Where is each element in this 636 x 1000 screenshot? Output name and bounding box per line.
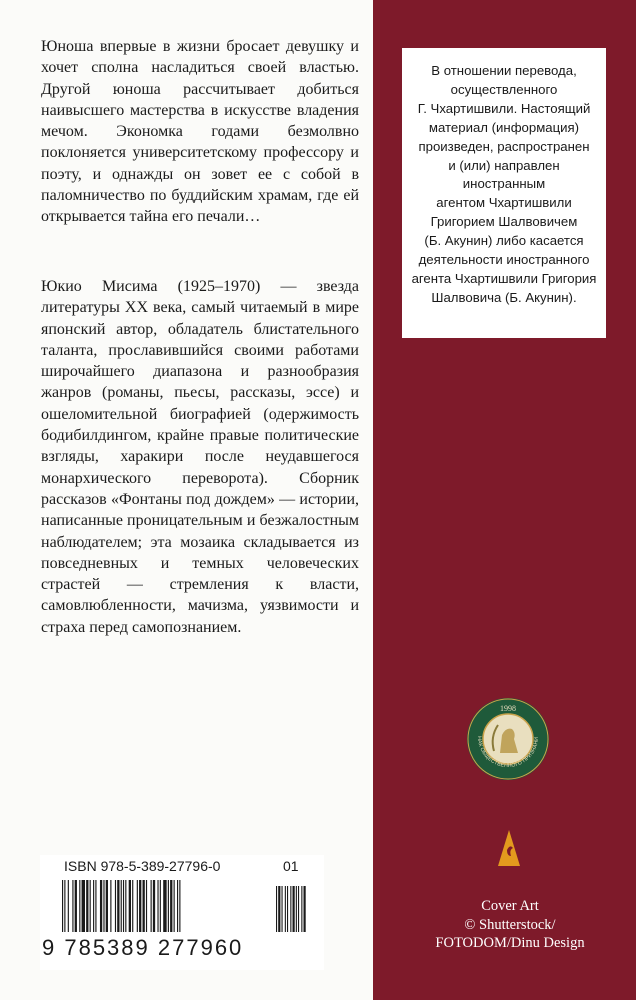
barcode-addon-bar (298, 886, 299, 932)
award-seal-icon (466, 697, 550, 781)
notice-line: агента Чхартишвили Григория (411, 270, 597, 286)
barcode-bar (117, 880, 119, 932)
barcode-addon-code: 01 (283, 858, 299, 874)
credit-line-1: Cover Art (481, 898, 539, 914)
foreign-agent-notice (402, 48, 606, 338)
barcode-bar (62, 880, 63, 932)
author-paragraph: Юкио Мисима (1925–1970) — звезда литературы XX века, самый читаемый в мире японский автор, обладатель блистательного таланта, прославившийся своими работами широчайшего диапазона и разнообразия жанров (романы, пьесы, рассказы, эссе) и ошеломительной биографией (одержимость бодибилдингом, крайне правые политические взгляды, харакири после неудавшегося монархического переворота). Сборник рассказов «Фонтаны под дождем» — истории, написанные проницательным и безжалостным наблюдателем; эта мозаика складывается из повседневных и темных человеческих страстей — стремления к власти, самовлюбленности, мачизма, уязвимости и страха перед самопознанием. (41, 278, 359, 636)
publisher-triangle-logo-icon (498, 830, 520, 866)
barcode-bar (110, 880, 111, 932)
barcode-bar (115, 880, 116, 932)
barcode-icon (62, 880, 314, 938)
ean-digits: 9 785389 277960 (42, 935, 244, 960)
notice-line: Григорием Шалвовичем (430, 214, 578, 230)
barcode-addon-bar (285, 886, 286, 932)
barcode-bar (93, 880, 94, 932)
barcode-bar (170, 880, 172, 932)
notice-line: Г. Чхартишвили. Настоящий (417, 100, 591, 116)
barcode-bar (79, 880, 80, 932)
barcode-bar (90, 880, 91, 932)
barcode-bar (163, 880, 166, 932)
isbn-label: ISBN 978-5-389-27796-0 (64, 858, 221, 874)
barcode-bar (177, 880, 178, 932)
barcode-addon-bar (278, 886, 280, 932)
barcode-bar (100, 880, 102, 932)
barcode-bar (151, 880, 152, 932)
credit-line-3: FOTODOM/Dinu Design (435, 935, 585, 951)
barcode-addon-bar (276, 886, 277, 932)
barcode-bar (143, 880, 145, 932)
barcode-bar (121, 880, 122, 932)
notice-line: агентом Чхартишвили (436, 195, 572, 211)
notice-line: (Б. Акунин) либо касается (424, 233, 584, 249)
barcode-bar (137, 880, 138, 932)
synopsis-paragraph: Юноша впервые в жизни бросает девушку и хочет сполна насладиться своей властью. Другой юноша рассчитывает добиться наивысшего мастерства в искусстве владения мечом. Экономка годами безмолвно поклоняется университетскому профессору и поэту, и однажды он зовет ее с собой в паломничество по буддийским храмам, где ей открывается тайна его печали… (41, 38, 359, 226)
barcode-bar (75, 880, 77, 932)
barcode-bar (64, 880, 65, 932)
notice-line: деятельности иностранного (418, 252, 590, 268)
barcode-bar (125, 880, 126, 932)
notice-line: произведен, распространен (418, 138, 590, 154)
barcode-addon-bar (296, 886, 297, 932)
barcode-bar (179, 880, 180, 932)
barcode-bar (95, 880, 96, 932)
notice-line: В отношении перевода, (431, 63, 577, 78)
barcode-bar (129, 880, 131, 932)
barcode-bar (146, 880, 147, 932)
barcode-bar (174, 880, 175, 932)
seal-year: 1998 (500, 704, 516, 713)
barcode-addon-bar (287, 886, 288, 932)
barcode-bar (153, 880, 155, 932)
barcode-bar (106, 880, 108, 932)
seal-caption: НАК ОБЩЕСТВЕННОГО ПРИЗНАНИ (475, 736, 541, 770)
barcode-bar (72, 880, 73, 932)
barcode-addon-bar (282, 886, 283, 932)
notice-line: и (или) направлен иностранным (448, 157, 560, 192)
notice-line: осуществленного (450, 81, 558, 97)
notice-line: Шалвовича (Б. Акунин). (431, 289, 577, 305)
cover-art-credits (404, 897, 616, 953)
barcode-bar (160, 880, 161, 932)
barcode-bar (68, 880, 69, 932)
credit-line-2: © Shutterstock/ (464, 916, 556, 933)
barcode-bar (168, 880, 169, 932)
barcode-addon-bar (301, 886, 302, 932)
barcode-addon-bar (290, 886, 291, 932)
barcode-addon-bar (304, 886, 306, 932)
barcode-bar (132, 880, 133, 932)
barcode-bar (123, 880, 124, 932)
barcode-bar (103, 880, 104, 932)
barcode-bar (157, 880, 158, 932)
barcode-addon-bar (293, 886, 295, 932)
notice-line: материал (информация) (428, 119, 580, 135)
barcode-bar (82, 880, 85, 932)
barcode-bar (86, 880, 88, 932)
barcode-bar (139, 880, 141, 932)
